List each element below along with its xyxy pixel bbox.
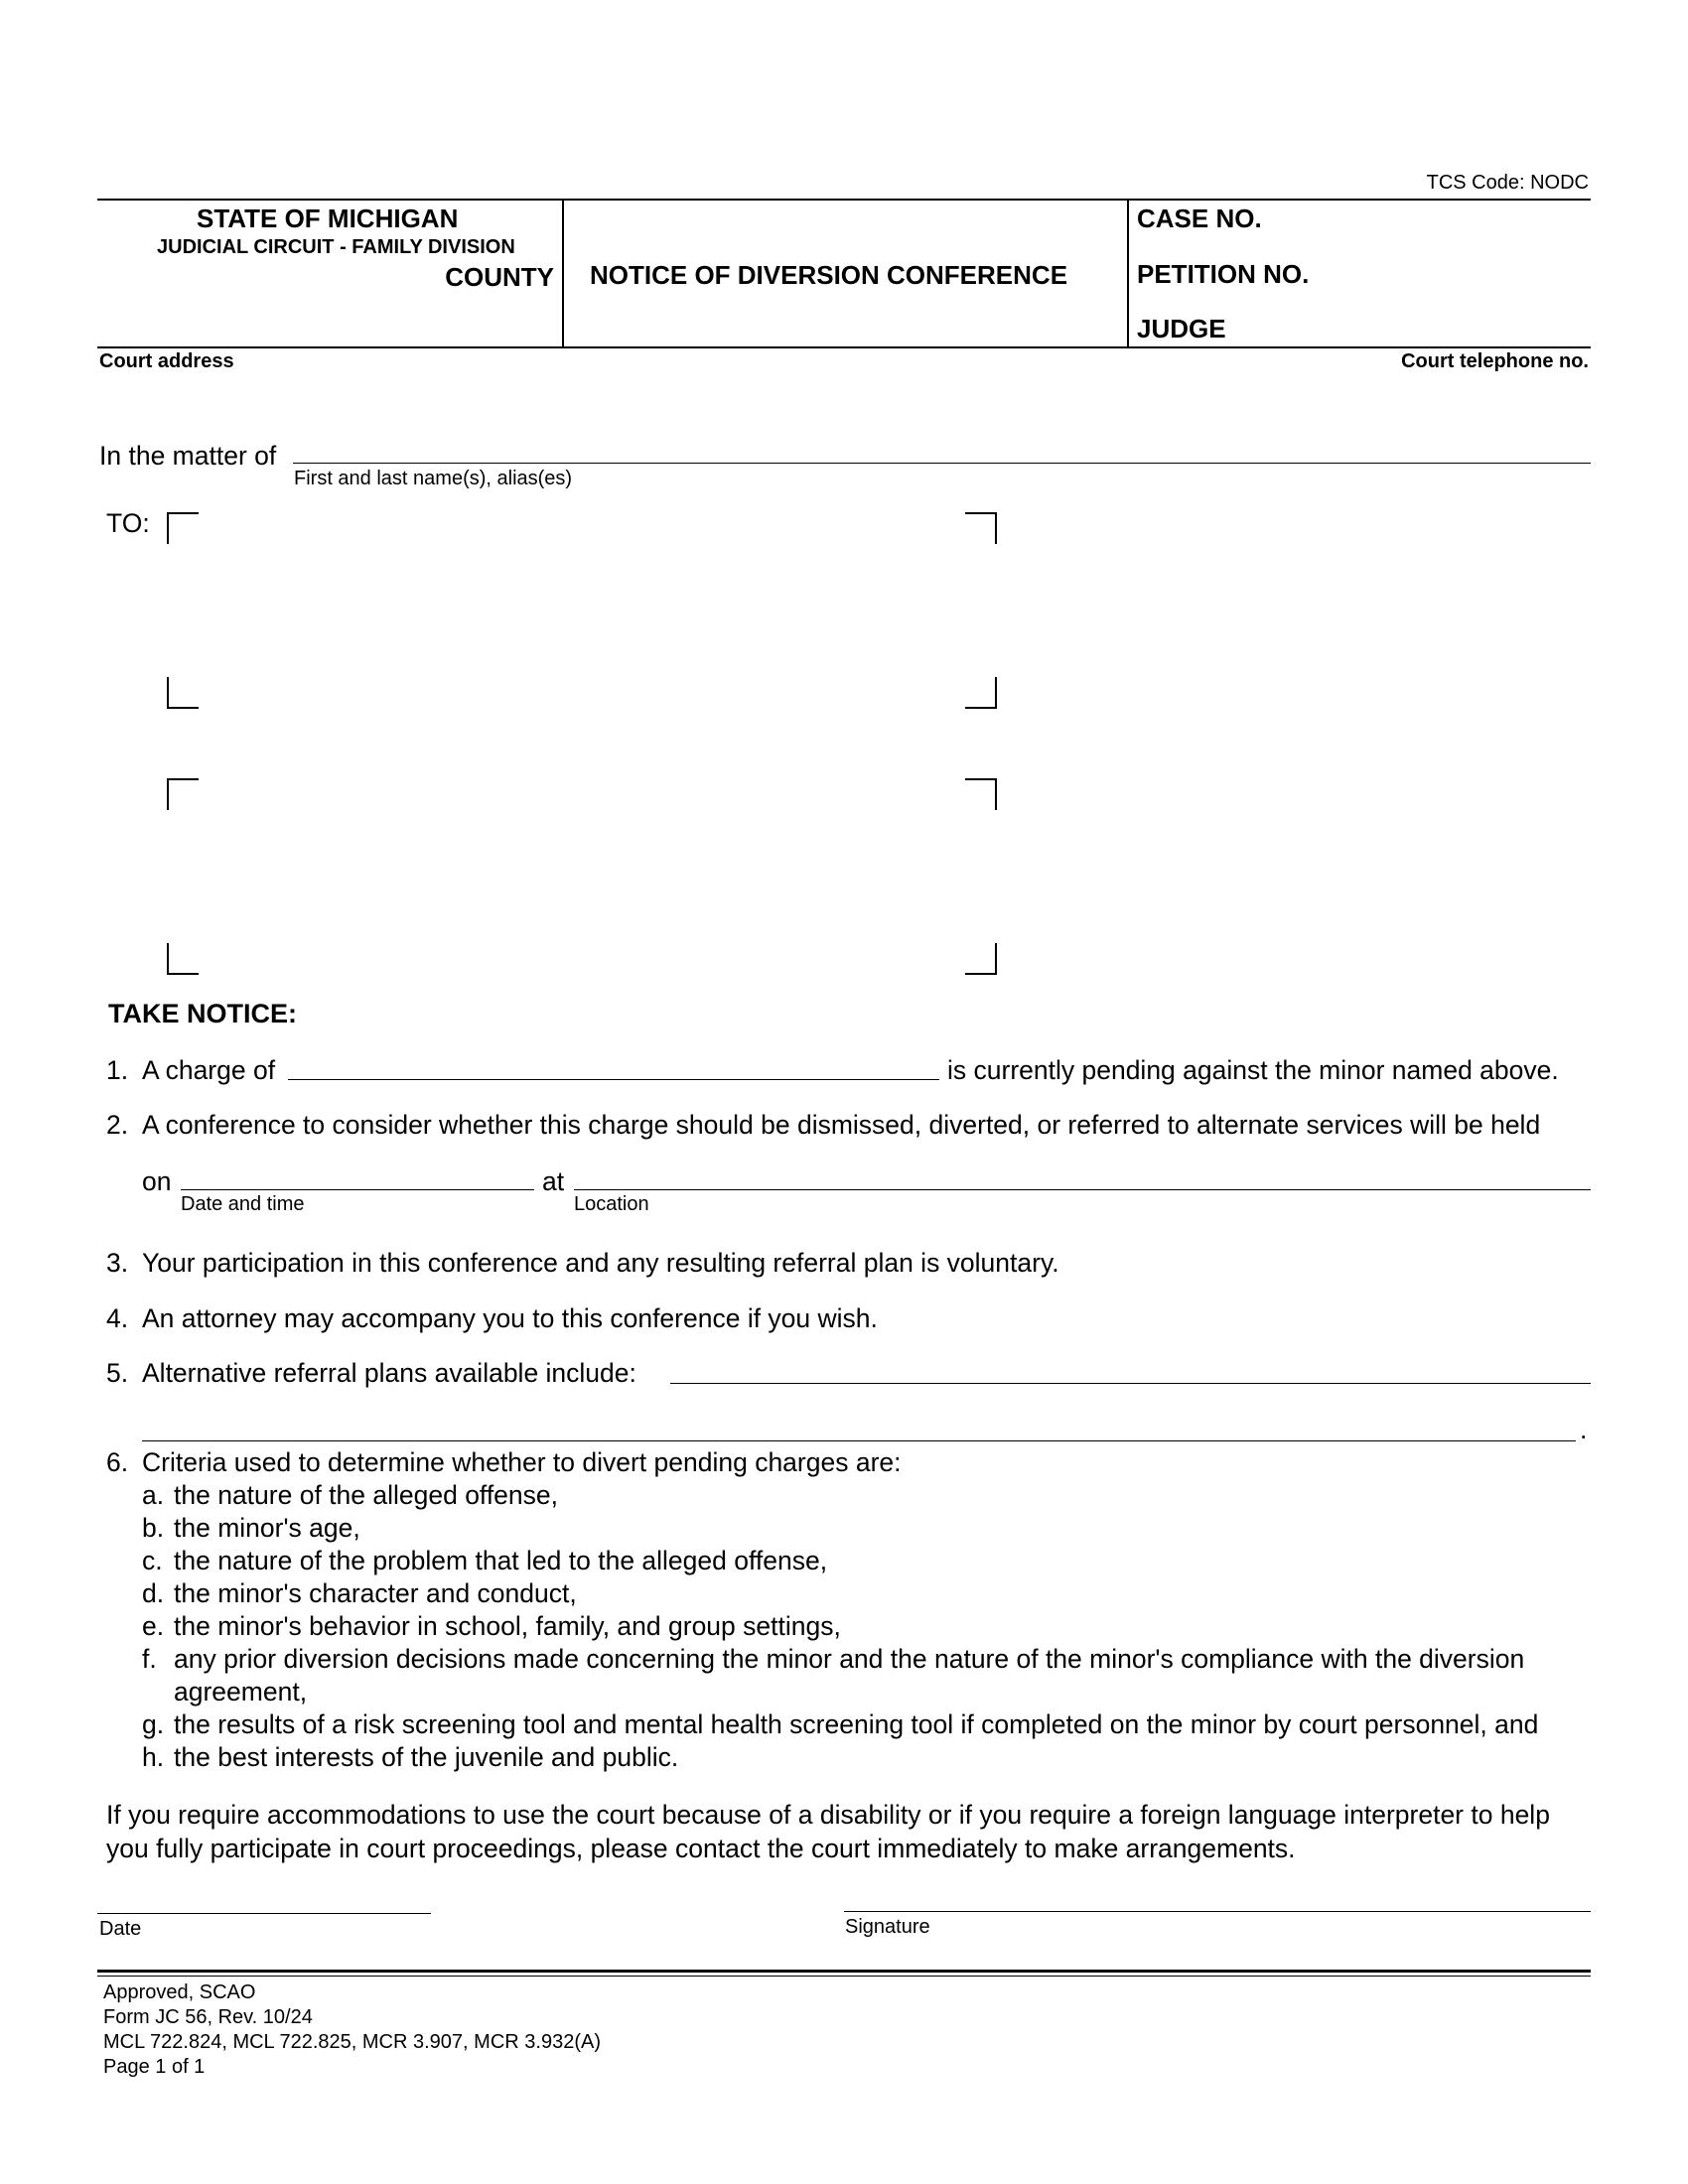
accommodation-line-2: you fully participate in court proceedings, please contact the court immediately to make arrangements.: [106, 1834, 1296, 1863]
accommodation-line-1: If you require accommodations to use the court because of a disability or if you require a foreign language interpreter to help: [106, 1800, 1550, 1830]
footer-form: Form JC 56, Rev. 10/24: [103, 2006, 313, 2028]
tcs-code: TCS Code: NODC: [1426, 172, 1589, 194]
header-top-rule: [97, 199, 1591, 201]
footer-mcl: MCL 722.824, MCL 722.825, MCR 3.907, MCR 3.932(A): [103, 2031, 601, 2053]
form-title: NOTICE OF DIVERSION CONFERENCE: [590, 260, 1068, 290]
referral-plans-line-2: [142, 1440, 1576, 1441]
matter-name-input[interactable]: [293, 431, 1591, 463]
location-input[interactable]: [574, 1158, 1591, 1189]
charge-line: [288, 1079, 939, 1080]
corner-top-right: [965, 778, 997, 810]
corner-top-left: [167, 512, 199, 544]
corner-bottom-left: [167, 943, 199, 975]
date-signature-line: [97, 1913, 431, 1914]
location-caption: Location: [574, 1193, 649, 1215]
corner-bottom-right: [965, 677, 997, 709]
item-5-number: 5.: [106, 1358, 129, 1388]
corner-bottom-left: [167, 677, 199, 709]
signature-label: Signature: [845, 1916, 930, 1938]
item-3-text: Your participation in this conference and any resulting referral plan is voluntary.: [142, 1248, 1059, 1278]
county-label: COUNTY: [445, 262, 554, 292]
item-5-text: Alternative referral plans available include:: [142, 1358, 636, 1388]
take-notice-heading: TAKE NOTICE:: [108, 999, 297, 1028]
item-4-text: An attorney may accompany you to this conference if you wish.: [142, 1303, 878, 1333]
item-1-post: is currently pending against the minor named above.: [947, 1055, 1559, 1085]
item-2-number: 2.: [106, 1110, 129, 1140]
criteria-text: any prior diversion decisions made concerning the minor and the nature of the minor's compliance with the diversion: [174, 1644, 1525, 1674]
item-3-number: 3.: [106, 1248, 129, 1278]
criteria-text: the nature of the problem that led to the alleged offense,: [174, 1546, 828, 1575]
matter-name-line: [293, 463, 1591, 464]
corner-bottom-right: [965, 943, 997, 975]
case-no-input[interactable]: [1281, 203, 1579, 234]
criteria-text: the minor's behavior in school, family, and group settings,: [174, 1611, 841, 1641]
criteria-letter: b.: [142, 1513, 165, 1543]
state-label: STATE OF MICHIGAN: [197, 204, 459, 233]
address-box-2[interactable]: [167, 778, 997, 975]
criteria-text: the nature of the alleged offense,: [174, 1480, 559, 1510]
address-box-1[interactable]: [167, 512, 997, 709]
signature-input[interactable]: [844, 1879, 1591, 1911]
item-6-number: 6.: [106, 1447, 129, 1477]
criteria-text: the minor's age,: [174, 1513, 360, 1543]
court-address-label: Court address: [99, 350, 234, 372]
item-4-number: 4.: [106, 1303, 129, 1333]
date-input[interactable]: [97, 1881, 431, 1913]
referral-plans-line-1: [670, 1383, 1591, 1384]
criteria-letter: e.: [142, 1611, 165, 1641]
date-label: Date: [99, 1918, 142, 1940]
footer-rule-bottom: [97, 1976, 1591, 1977]
judge-input[interactable]: [1241, 313, 1579, 344]
criteria-text: the minor's character and conduct,: [174, 1578, 577, 1608]
item-2-text: A conference to consider whether this charge should be dismissed, diverted, or referred to alternate services will be held: [142, 1110, 1541, 1140]
signature-line: [844, 1911, 1591, 1912]
charge-input[interactable]: [288, 1047, 939, 1079]
corner-top-left: [167, 778, 199, 810]
footer-approved: Approved, SCAO: [103, 1981, 256, 2003]
criteria-letter: g.: [142, 1709, 165, 1739]
judge-label: JUDGE: [1137, 314, 1226, 343]
at-label: at: [542, 1166, 565, 1196]
referral-plans-input-1[interactable]: [670, 1351, 1591, 1383]
date-time-input[interactable]: [181, 1158, 534, 1189]
footer-page: Page 1 of 1: [103, 2056, 206, 2078]
location-line: [574, 1189, 1591, 1190]
criteria-text: the best interests of the juvenile and public.: [174, 1742, 679, 1772]
court-phone-label: Court telephone no.: [1401, 350, 1589, 372]
header-divider-left: [562, 199, 564, 347]
criteria-text: the results of a risk screening tool and mental health screening tool if completed on the minor by court personnel, and: [174, 1709, 1539, 1739]
to-label: TO:: [106, 508, 150, 538]
matter-caption: First and last name(s), alias(es): [294, 468, 573, 489]
criteria-letter: d.: [142, 1578, 165, 1608]
referral-plans-input-2[interactable]: [142, 1409, 1576, 1440]
date-time-line: [181, 1189, 534, 1190]
on-label: on: [142, 1166, 172, 1196]
criteria-text: agreement,: [174, 1677, 308, 1706]
petition-no-input[interactable]: [1331, 258, 1579, 290]
circuit-label: JUDICIAL CIRCUIT - FAMILY DIVISION: [157, 236, 515, 258]
date-time-caption: Date and time: [181, 1193, 305, 1215]
referral-plans-period: .: [1580, 1415, 1588, 1444]
footer-rule-top: [97, 1970, 1591, 1973]
matter-label: In the matter of: [99, 441, 277, 471]
item-1-pre: A charge of: [142, 1055, 276, 1085]
item-6-text: Criteria used to determine whether to divert pending charges are:: [142, 1447, 902, 1477]
criteria-letter: h.: [142, 1742, 165, 1772]
header-divider-right: [1127, 199, 1129, 347]
item-1-number: 1.: [106, 1055, 129, 1085]
petition-no-label: PETITION NO.: [1137, 259, 1310, 289]
criteria-letter: f.: [142, 1644, 157, 1674]
criteria-letter: c.: [142, 1546, 163, 1575]
case-no-label: CASE NO.: [1137, 204, 1262, 233]
criteria-letter: a.: [142, 1480, 165, 1510]
corner-top-right: [965, 512, 997, 544]
header-bottom-rule: [97, 346, 1591, 348]
